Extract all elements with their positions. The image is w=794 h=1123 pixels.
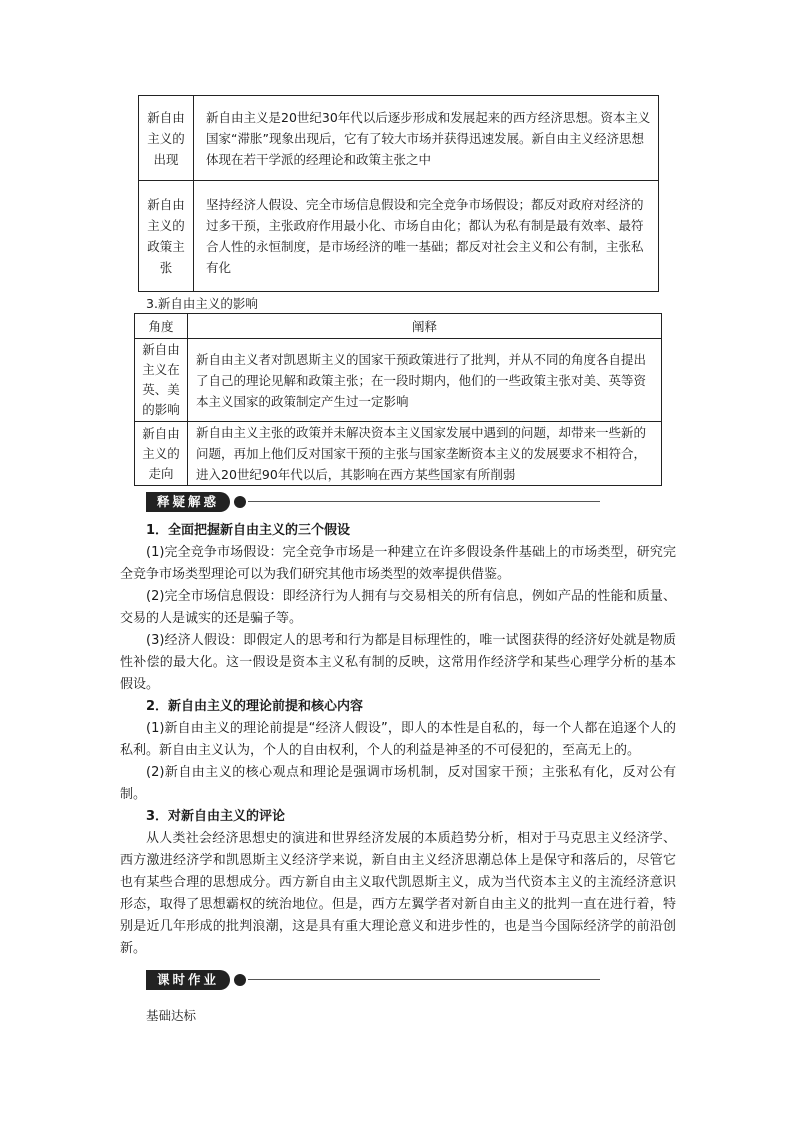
table-neoliberal-influence [134, 313, 662, 486]
bullet-icon [234, 496, 246, 508]
table-neoliberal-origins [138, 95, 659, 292]
paragraph: (1)新自由主义的理论前提是“经济人假设”，即人的本性是自私的，每一个人都在追逐个人的私利。新自由主义认为，个人的自由权利，个人的利益是神圣的不可侵犯的，至高无上的。 [120, 721, 676, 758]
row-value-cell: 新自由主义者对凯恩斯主义的国家干预政策进行了批判，并从不同的角度各自提出了自己的理论见解和政策主张；在一段时期内，他们的一些政策主张对美、英等资本主义国家的政策制定产生过一定影响 [188, 339, 662, 422]
paragraph: (2)新自由主义的核心观点和理论是强调市场机制，反对国家干预；主张私有化，反对公有制。 [120, 765, 676, 802]
table-header-row [135, 314, 662, 339]
divider [248, 501, 600, 502]
row-value-cell: 新自由主义是20世纪30年代以后逐步形成和发展起来的西方经济思想。资本主义国家“滞胀”现象出现后，它有了较大市场并获得迅速发展。新自由主义经济思想体现在若干学派的经理论和政策主张之中 [194, 96, 659, 181]
banner-label: 课时作业 [146, 970, 230, 990]
row-key-cell: 新自由主义的走向 [135, 422, 188, 486]
explanation-body [120, 520, 676, 960]
column-header: 角度 [135, 314, 188, 339]
column-header: 阐释 [188, 314, 662, 339]
section-heading: 1．全面把握新自由主义的三个假设 [146, 523, 351, 538]
row-key-cell: 新自由主义的政策主张 [139, 181, 194, 292]
section-heading: 2．新自由主义的理论前提和核心内容 [146, 699, 364, 714]
banner-label: 释疑解惑 [146, 492, 230, 512]
table-row [135, 422, 662, 486]
paragraph: 从人类社会经济思想史的演进和世界经济发展的本质趋势分析，相对于马克思主义经济学、西方激进经济学和凯恩斯主义经济学来说，新自由主义经济思潮总体上是保守和落后的，尽管它也有某些合理的思想成分。西方新自由主义取代凯恩斯主义，成为当代资本主义的主流经济意识形态，取得了思想霸权的统治地位。但是，西方左翼学者对新自由主义的批判一直在进行着，特别是近几年形成的批判浪潮，这是具有重大理论意义和进步性的，也是当今国际经济学的前沿创新。 [120, 831, 676, 956]
row-value-cell: 坚持经济人假设、完全市场信息假设和完全竞争市场假设；都反对政府对经济的过多干预，主张政府作用最小化、市场自由化；都认为私有制是最有效率、最符合人性的永恒制度，是市场经济的唯一基础；都反对社会主义和公有制，主张私有化 [194, 181, 659, 292]
row-key-cell: 新自由主义在英、美的影响 [135, 339, 188, 422]
paragraph: (3)经济人假设：即假定人的思考和行为都是目标理性的，唯一试图获得的经济好处就是物质性补偿的最大化。这一假设是资本主义私有制的反映，这常用作经济学和某些心理学分析的基本假设。 [120, 633, 676, 692]
subsection-title: 基础达标 [146, 1008, 197, 1023]
divider [248, 979, 600, 980]
paragraph: (1)完全竞争市场假设：完全竞争市场是一种建立在许多假设条件基础上的市场类型，研究完全竞争市场类型理论可以为我们研究其他市场类型的效率提供借鉴。 [120, 545, 676, 582]
row-value-cell: 新自由主义主张的政策并未解决资本主义国家发展中遇到的问题，却带来一些新的问题，再加上他们反对国家干预的主张与国家垄断资本主义的发展要求不相符合，进入20世纪90年代以后，其影响在西方某些国家有所削弱 [188, 422, 662, 486]
table-row [135, 339, 662, 422]
table-caption: 3.新自由主义的影响 [146, 296, 258, 311]
table-row [139, 96, 659, 181]
row-key-cell: 新自由主义的出现 [139, 96, 194, 181]
section-heading: 3．对新自由主义的评论 [146, 809, 286, 824]
bullet-icon [234, 974, 246, 986]
paragraph: (2)完全市场信息假设：即经济行为人拥有与交易相关的所有信息，例如产品的性能和质量、交易的人是诚实的还是骗子等。 [120, 589, 676, 626]
table-row [139, 181, 659, 292]
